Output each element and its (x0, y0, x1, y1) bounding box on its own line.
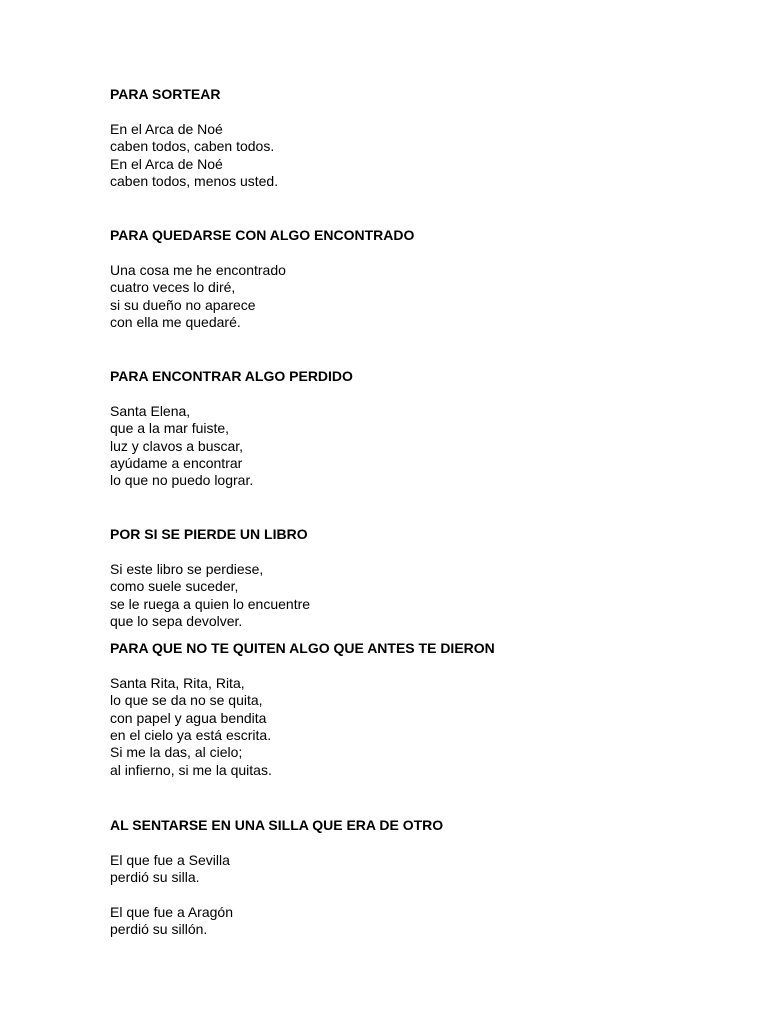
verse-line: con ella me quedaré. (110, 314, 241, 331)
section-para-sortear (110, 86, 710, 190)
verse-line: que lo sepa devolver. (110, 613, 243, 630)
verse-line: perdió su silla. (110, 869, 200, 886)
verse-line: en el cielo ya está escrita. (110, 727, 272, 744)
section-para-quedarse-con-algo-encontrado (110, 227, 710, 331)
section-al-sentarse-en-una-silla (110, 817, 710, 939)
verse-line: caben todos, menos usted. (110, 173, 279, 190)
section-title: PARA SORTEAR (110, 86, 221, 102)
verse-line: cuatro veces lo diré, (110, 279, 236, 296)
section-title: POR SI SE PIERDE UN LIBRO (110, 526, 308, 542)
verse-line: Si este libro se perdiese, (110, 560, 264, 577)
verse-line: se le ruega a quien lo encuentre (110, 595, 311, 612)
verse-line: lo que se da no se quita, (110, 692, 263, 709)
verse-line: Una cosa me he encontrado (110, 261, 286, 278)
stanza (110, 561, 710, 631)
verse-line: que a la mar fuiste, (110, 420, 230, 437)
section-title: PARA ENCONTRAR ALGO PERDIDO (110, 368, 353, 384)
verse-line: perdió su sillón. (110, 921, 208, 938)
verse-line: como suele suceder, (110, 578, 239, 595)
verse-line: En el Arca de Noé (110, 155, 223, 172)
verse-line: ayúdame a encontrar (110, 455, 243, 472)
verse-line: Santa Rita, Rita, Rita, (110, 674, 245, 691)
verse-line: caben todos, caben todos. (110, 138, 275, 155)
stanza (110, 121, 710, 191)
section-para-que-no-te-quiten-algo (110, 640, 710, 779)
verse-line: Si me la das, al cielo; (110, 744, 243, 761)
verse-line: al infierno, si me la quitas. (110, 761, 272, 778)
verse-line: si su dueño no aparece (110, 296, 256, 313)
verse-line: lo que no puedo lograr. (110, 472, 254, 489)
section-title: AL SENTARSE EN UNA SILLA QUE ERA DE OTRO (110, 817, 444, 833)
verse-line: luz y clavos a buscar, (110, 437, 244, 454)
stanza (110, 852, 710, 887)
section-title: PARA QUE NO TE QUITEN ALGO QUE ANTES TE DIERON (110, 640, 495, 656)
section-para-encontrar-algo-perdido (110, 368, 710, 490)
verse-line: Santa Elena, (110, 402, 191, 419)
stanza (110, 904, 710, 939)
verse-line: El que fue a Sevilla (110, 851, 230, 868)
stanza (110, 262, 710, 332)
verse-line: con papel y agua bendita (110, 709, 267, 726)
section-title: PARA QUEDARSE CON ALGO ENCONTRADO (110, 227, 415, 243)
verse-line: El que fue a Aragón (110, 904, 233, 920)
verse-line: En el Arca de Noé (110, 120, 223, 137)
section-por-si-se-pierde-un-libro (110, 526, 710, 630)
stanza (110, 403, 710, 490)
stanza (110, 675, 710, 779)
